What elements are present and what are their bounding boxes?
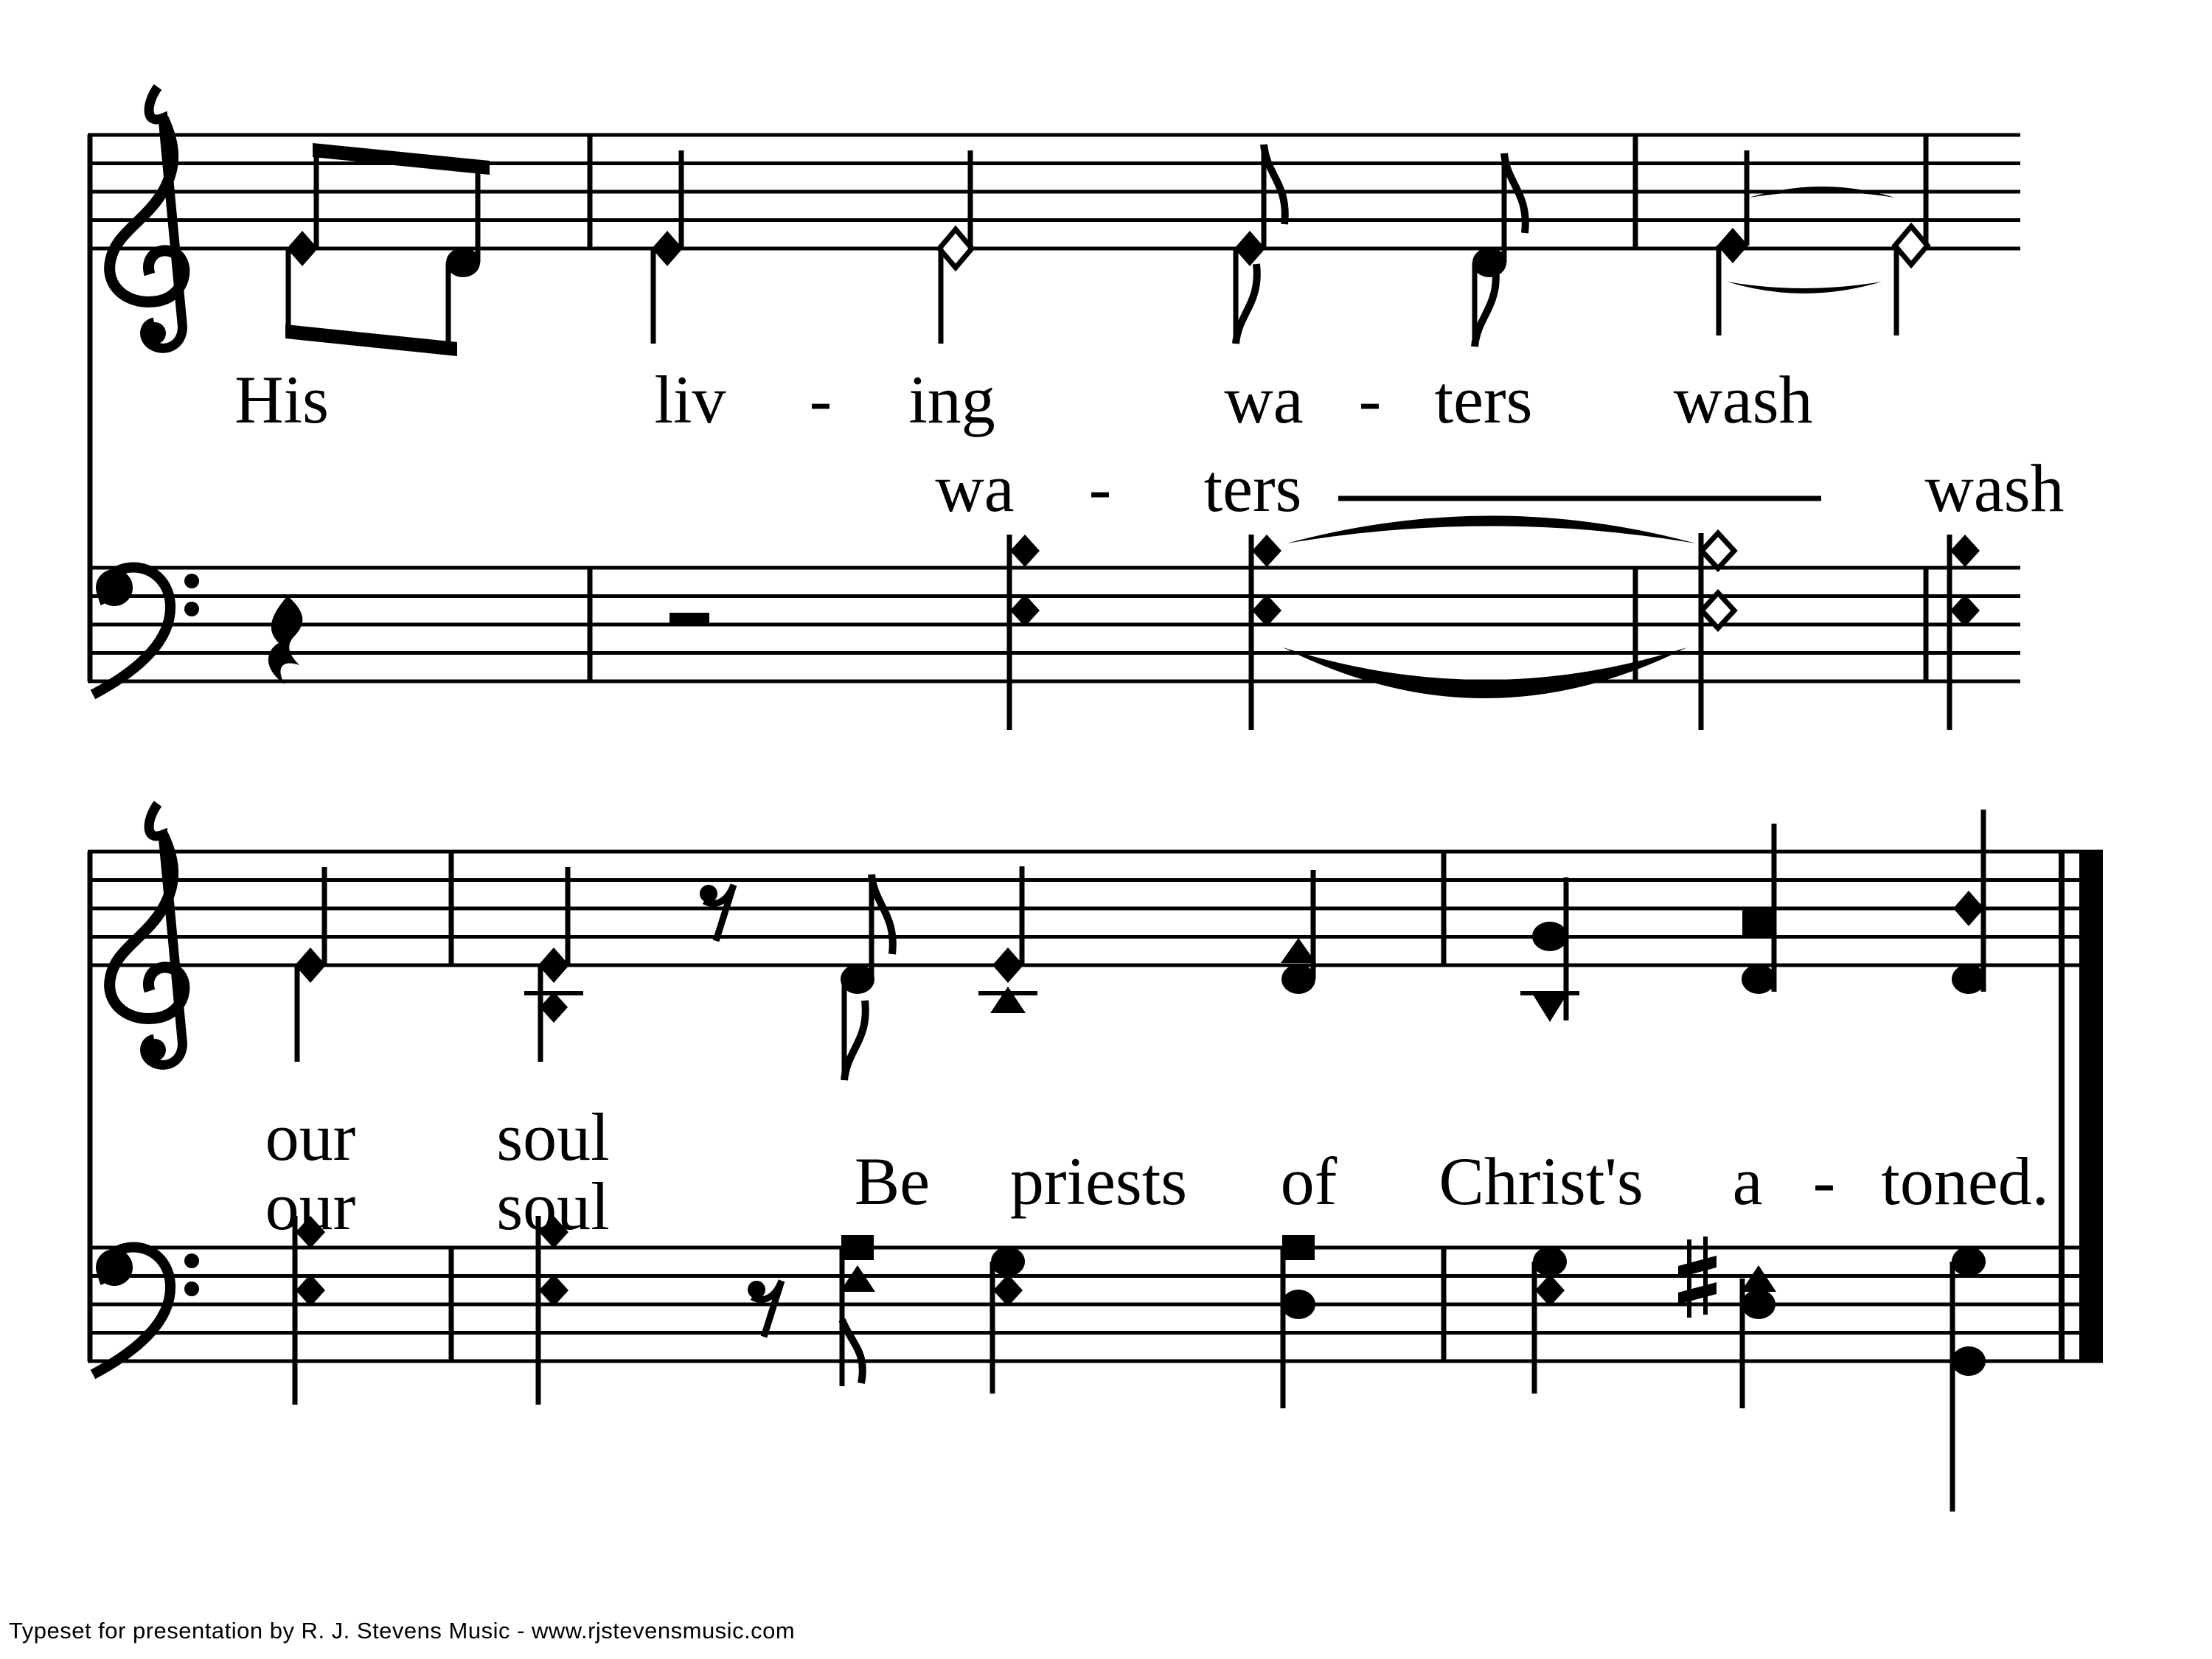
bass-chord-open xyxy=(1701,533,1734,730)
note-wa xyxy=(1234,145,1285,344)
lyric-syllable: soul xyxy=(496,1169,610,1244)
lyric-syllable: toned. xyxy=(1881,1144,2049,1219)
bass-clef-icon xyxy=(93,568,199,695)
typesetter-credit: Typeset for presentation by R. J. Stevens Music - www.rjstevensmusic.com xyxy=(9,1618,796,1644)
lyric-syllable: liv xyxy=(654,362,726,437)
lyric-syllable: wash xyxy=(1673,362,1813,437)
beam-upper xyxy=(313,143,490,175)
bass-clef-icon xyxy=(93,1248,199,1374)
lyric-syllable: ters xyxy=(1203,451,1302,526)
lyric-hyphen: - xyxy=(1358,362,1382,437)
note-liv xyxy=(652,150,683,344)
bass-chord-3 xyxy=(1950,535,1980,730)
lyric-syllable: our xyxy=(265,1099,356,1175)
notehead-oval xyxy=(446,248,480,277)
tie-lower xyxy=(1283,647,1687,698)
treble-clef-icon xyxy=(110,804,184,1065)
lyric-syllable: soul xyxy=(496,1099,610,1175)
lyric-syllable: ing xyxy=(908,362,995,437)
lyric-hyphen: - xyxy=(1088,451,1112,526)
bass-staff-2 xyxy=(88,1248,2103,1361)
lyric-hyphen: - xyxy=(809,362,832,437)
note-ing xyxy=(939,150,972,344)
eighth-rest-icon xyxy=(700,885,734,941)
note-a-bass xyxy=(1741,1265,1776,1408)
note-priests-treble xyxy=(978,866,1037,1013)
lyric-syllable: ters xyxy=(1434,362,1533,437)
beam-lower xyxy=(285,324,457,356)
half-rest-icon xyxy=(669,613,709,625)
note-soul-bass xyxy=(538,1216,568,1405)
note-christs-bass xyxy=(1533,1247,1567,1394)
note-be-treble xyxy=(841,874,893,1080)
bass-chord-1 xyxy=(1009,535,1040,730)
lyric-syllable: priests xyxy=(1009,1144,1188,1219)
lyric-syllable: Be xyxy=(854,1144,931,1219)
quarter-rest-icon xyxy=(268,596,302,684)
lyric-syllable: a xyxy=(1732,1144,1763,1219)
tie-upper xyxy=(1287,516,1696,544)
note-of-bass xyxy=(1281,1235,1315,1408)
lyric-syllable: Christ's xyxy=(1439,1144,1644,1219)
note-our-bass xyxy=(295,1216,325,1405)
note-our-treble xyxy=(295,867,326,1062)
lyric-hyphen: - xyxy=(1812,1144,1836,1219)
lyric-syllable: wa xyxy=(1224,362,1304,437)
lyric-syllable: wash xyxy=(1924,451,2065,526)
treble-clef-icon xyxy=(110,87,184,348)
note-wash-tied xyxy=(1717,150,1927,335)
notehead-diamond xyxy=(287,231,318,266)
eighth-rest-icon xyxy=(748,1281,782,1337)
note-be-bass xyxy=(840,1235,875,1386)
tie-lower xyxy=(1727,282,1882,293)
note-toned-bass xyxy=(1952,1247,1986,1512)
lyric-syllable: His xyxy=(234,362,329,437)
lyric-syllable: of xyxy=(1280,1144,1338,1219)
lyric-syllable: wa xyxy=(935,451,1015,526)
treble-staff-2 xyxy=(88,852,2103,965)
note-of-treble xyxy=(1281,870,1316,994)
note-christs-treble xyxy=(1520,877,1579,1022)
bass-staff-1 xyxy=(88,568,2020,681)
note-priests-bass xyxy=(991,1247,1025,1394)
lyric-syllable: our xyxy=(265,1169,356,1244)
final-double-barline xyxy=(2062,852,2103,1361)
